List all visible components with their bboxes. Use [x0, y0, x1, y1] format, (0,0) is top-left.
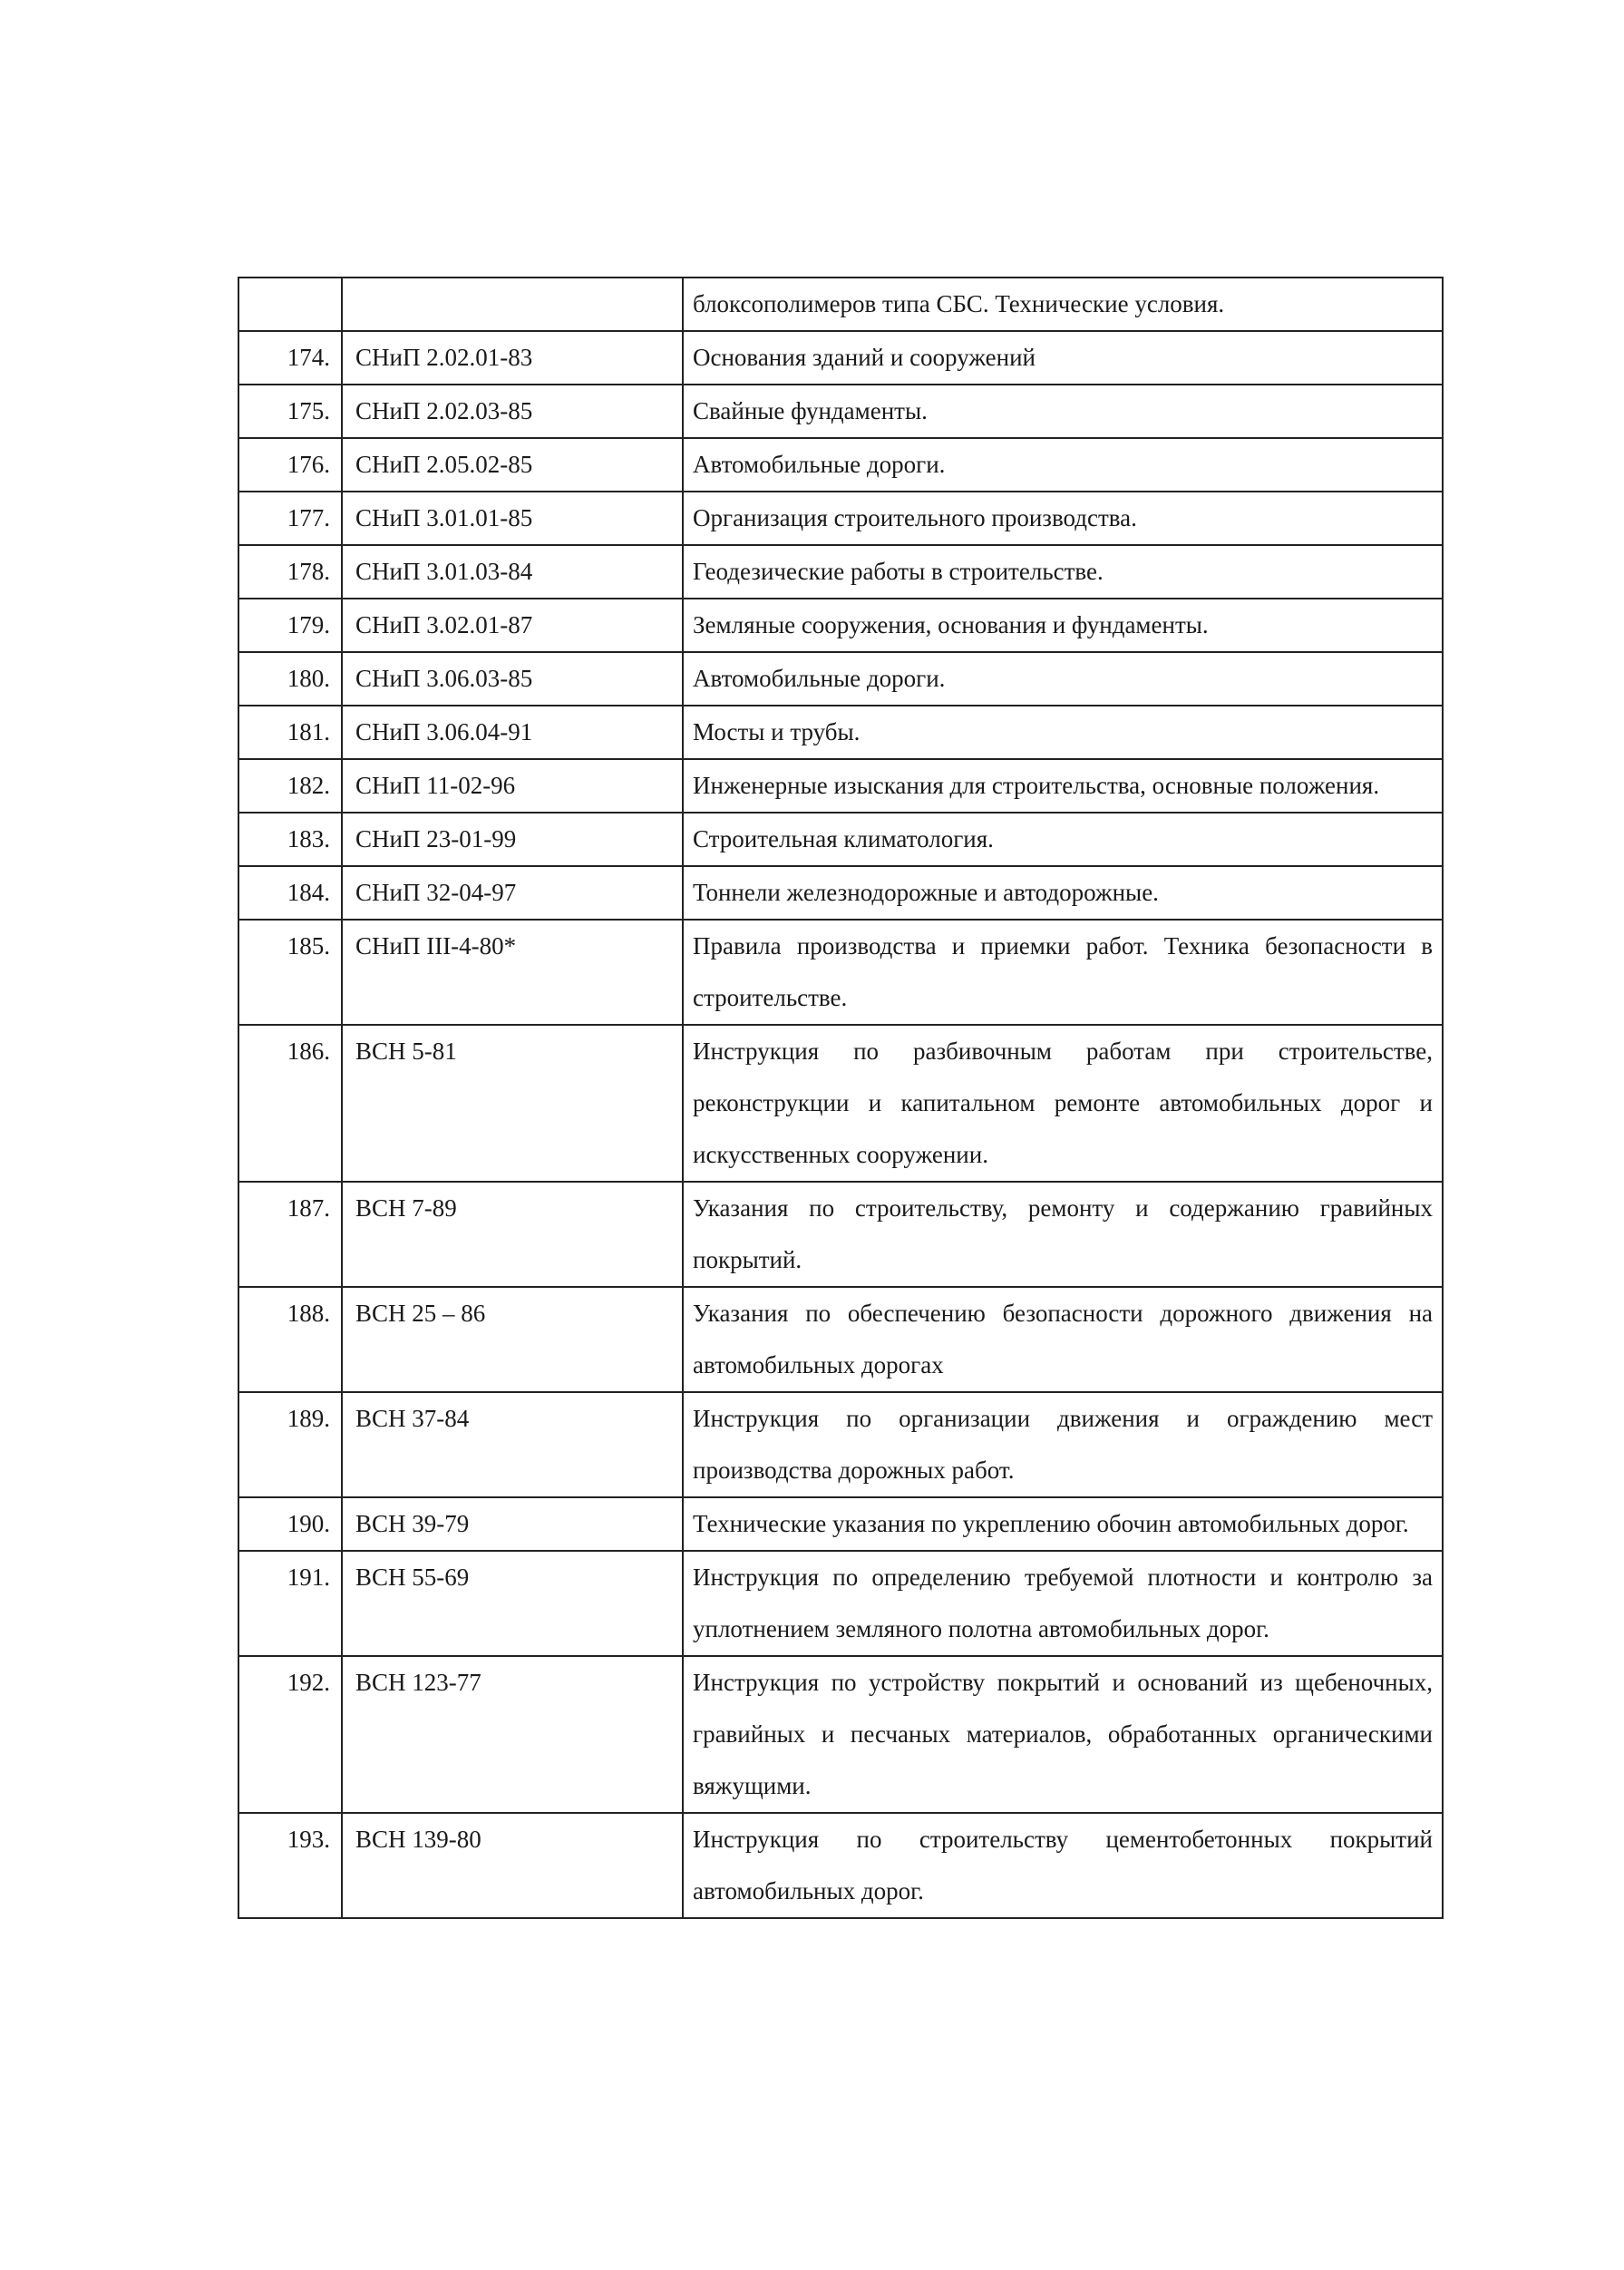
row-number: 191. — [238, 1551, 342, 1656]
standard-title: Правила производства и приемки работ. Техника безопасности в строительстве. — [683, 920, 1443, 1025]
row-number: 186. — [238, 1025, 342, 1182]
row-number: 177. — [238, 492, 342, 545]
table-row — [238, 331, 1443, 385]
standard-title: Мосты и трубы. — [683, 706, 1443, 759]
row-number: 187. — [238, 1182, 342, 1287]
row-number: 176. — [238, 438, 342, 492]
standard-title: Организация строительного производства. — [683, 492, 1443, 545]
standard-code: ВСН 123-77 — [342, 1656, 683, 1813]
standard-title: Указания по строительству, ремонту и содержанию гравийных покрытий. — [683, 1182, 1443, 1287]
table-row — [238, 706, 1443, 759]
standards-table-body — [238, 278, 1443, 1918]
standards-table — [238, 277, 1444, 1919]
standard-title: Геодезические работы в строительстве. — [683, 545, 1443, 599]
standard-code: ВСН 139-80 — [342, 1813, 683, 1918]
row-number: 185. — [238, 920, 342, 1025]
row-number — [238, 278, 342, 331]
standard-code: СНиП 2.02.01-83 — [342, 331, 683, 385]
row-number: 180. — [238, 652, 342, 706]
row-number: 189. — [238, 1392, 342, 1497]
table-row — [238, 652, 1443, 706]
table-row — [238, 1813, 1443, 1918]
row-number: 182. — [238, 759, 342, 813]
standard-code: ВСН 39-79 — [342, 1497, 683, 1551]
standard-title: Инструкция по определению требуемой плотности и контролю за уплотнением земляного полотна автомобильных дорог. — [683, 1551, 1443, 1656]
standard-title: Указания по обеспечению безопасности дорожного движения на автомобильных дорогах — [683, 1287, 1443, 1392]
standard-title: Инструкция по устройству покрытий и оснований из щебеночных, гравийных и песчаных материалов, обработанных органическими вяжущими. — [683, 1656, 1443, 1813]
table-row — [238, 1025, 1443, 1182]
row-number: 190. — [238, 1497, 342, 1551]
standard-title: Строительная климатология. — [683, 813, 1443, 866]
table-row — [238, 1551, 1443, 1656]
standard-code: ВСН 55-69 — [342, 1551, 683, 1656]
standard-title: Инженерные изыскания для строительства, основные положения. — [683, 759, 1443, 813]
row-number: 174. — [238, 331, 342, 385]
table-row — [238, 759, 1443, 813]
standard-code: СНиП 2.05.02-85 — [342, 438, 683, 492]
table-row — [238, 278, 1443, 331]
standard-code: ВСН 7-89 — [342, 1182, 683, 1287]
standard-code: ВСН 25 – 86 — [342, 1287, 683, 1392]
standard-title: Инструкция по организации движения и ограждению мест производства дорожных работ. — [683, 1392, 1443, 1497]
row-number: 192. — [238, 1656, 342, 1813]
standard-code: СНиП 23-01-99 — [342, 813, 683, 866]
standard-title: Автомобильные дороги. — [683, 438, 1443, 492]
table-row — [238, 1287, 1443, 1392]
row-number: 175. — [238, 385, 342, 438]
row-number: 178. — [238, 545, 342, 599]
standard-code: СНиП 2.02.03-85 — [342, 385, 683, 438]
table-row — [238, 545, 1443, 599]
row-number: 181. — [238, 706, 342, 759]
table-row — [238, 1392, 1443, 1497]
standard-title: Автомобильные дороги. — [683, 652, 1443, 706]
table-row — [238, 1656, 1443, 1813]
table-row — [238, 813, 1443, 866]
standard-title: Земляные сооружения, основания и фундаменты. — [683, 599, 1443, 652]
row-number: 184. — [238, 866, 342, 920]
table-row — [238, 599, 1443, 652]
standard-code — [342, 278, 683, 331]
row-number: 179. — [238, 599, 342, 652]
standard-code: СНиП 3.06.03-85 — [342, 652, 683, 706]
standard-code: СНиП 3.06.04-91 — [342, 706, 683, 759]
standard-code: СНиП 3.01.01-85 — [342, 492, 683, 545]
standard-code: СНиП 3.01.03-84 — [342, 545, 683, 599]
standard-code: ВСН 37-84 — [342, 1392, 683, 1497]
table-row — [238, 1182, 1443, 1287]
row-number: 188. — [238, 1287, 342, 1392]
standard-title: Инструкция по строительству цементобетонных покрытий автомобильных дорог. — [683, 1813, 1443, 1918]
standard-code: СНиП 11-02-96 — [342, 759, 683, 813]
standard-title: Инструкция по разбивочным работам при строительстве, реконструкции и капитальном ремонте автомобильных дорог и искусственных сооружении. — [683, 1025, 1443, 1182]
table-row — [238, 1497, 1443, 1551]
table-row — [238, 492, 1443, 545]
row-number: 183. — [238, 813, 342, 866]
standard-title: Технические указания по укреплению обочин автомобильных дорог. — [683, 1497, 1443, 1551]
table-row — [238, 438, 1443, 492]
table-row — [238, 920, 1443, 1025]
standard-code: СНиП III-4-80* — [342, 920, 683, 1025]
standard-title: Основания зданий и сооружений — [683, 331, 1443, 385]
standard-code: ВСН 5-81 — [342, 1025, 683, 1182]
standard-title: Тоннели железнодорожные и автодорожные. — [683, 866, 1443, 920]
standard-code: СНиП 3.02.01-87 — [342, 599, 683, 652]
standard-code: СНиП 32-04-97 — [342, 866, 683, 920]
table-row — [238, 385, 1443, 438]
row-number: 193. — [238, 1813, 342, 1918]
standard-title: Свайные фундаменты. — [683, 385, 1443, 438]
standard-title: блоксополимеров типа СБС. Технические условия. — [683, 278, 1443, 331]
table-row — [238, 866, 1443, 920]
